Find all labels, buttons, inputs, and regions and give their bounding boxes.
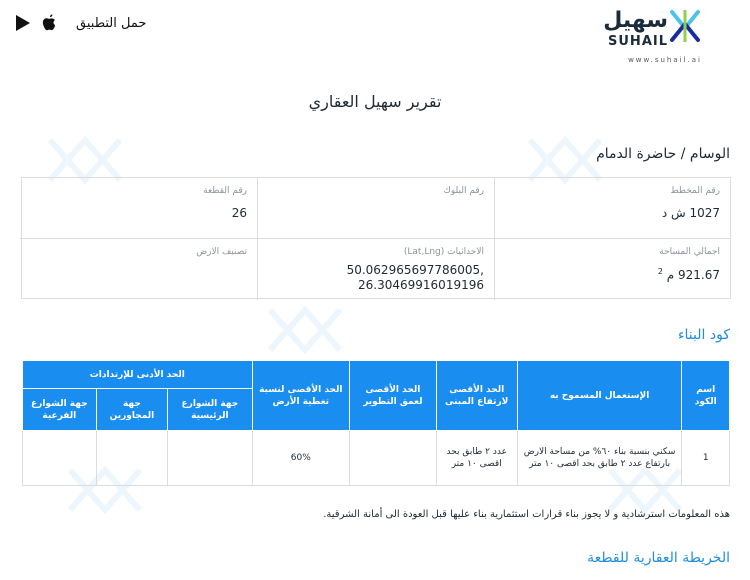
coordinates-value — [268, 263, 484, 293]
cell-max-height: عدد ٢ طابق بحد اقصى ١٠ متر — [436, 431, 517, 486]
header-setbacks: الحد الأدنى للإرتدادات — [23, 361, 253, 389]
plan-number-cell — [494, 178, 730, 239]
total-area-label: اجمالي المساحة — [659, 247, 720, 257]
download-app-label[interactable]: حمل التطبيق — [76, 15, 147, 31]
land-class-cell — [20, 239, 257, 300]
cell-max-coverage: 60% — [252, 431, 349, 486]
download-app[interactable] — [14, 14, 146, 32]
header-allowed-use: الإستعمال المسموح به — [517, 361, 682, 431]
logo-arabic-text: سهيل — [603, 8, 668, 33]
header-max-coverage: الحد الأقصى لنسبة تغطية الأرض — [252, 361, 349, 431]
header-neighbors: جهة المجاورين — [96, 389, 167, 431]
disclaimer-note: هذه المعلومات استرشادية و لا يجوز بناء قرارات استثمارية بناء عليها قبل العودة الى أمانة الشرقية. — [323, 509, 730, 520]
cell-max-depth — [350, 431, 437, 486]
cell-side-streets — [23, 431, 97, 486]
watermark-logo-icon — [260, 300, 350, 360]
table-row — [23, 431, 730, 486]
cell-code-name: 1 — [682, 431, 730, 486]
header-max-depth: الحد الأقصى لعمق التطوير — [350, 361, 437, 431]
header-main-streets: جهة الشوارع الرئيسية — [168, 389, 252, 431]
page-title: تقرير سهيل العقاري — [308, 92, 442, 111]
plot-number-cell — [20, 178, 257, 239]
land-class-label: تصنيف الارض — [196, 247, 247, 257]
suhail-star-icon — [668, 8, 702, 44]
logo-english-text: SUHAIL — [608, 34, 668, 49]
coordinates-label: الاحداثيات (Lat,Lng) — [403, 247, 484, 257]
building-code-table — [22, 360, 730, 486]
plot-info-grid — [21, 177, 731, 299]
cell-allowed-use: سكني بنسبة بناء ٦٠% من مساحة الارض بارتفاع عدد ٢ طابق بحد اقصى ١٠ متر — [517, 431, 682, 486]
cell-neighbors — [96, 431, 167, 486]
coordinates-lng: 26.30469916019196 — [358, 278, 484, 292]
header-max-height: الحد الأقصى لارتفاع المبنى — [436, 361, 517, 431]
coordinates-lat: 50.06296569778600‎5, — [346, 263, 484, 277]
cell-main-streets — [168, 431, 252, 486]
coordinates-cell — [257, 239, 494, 300]
building-code-title: كود البناء — [677, 327, 730, 343]
total-area-number: 921.67 م — [666, 268, 720, 282]
suhail-logo — [562, 6, 702, 66]
total-area-unit-sup: 2 — [657, 267, 663, 276]
plot-number-label: رقم القطعة — [203, 186, 247, 196]
total-area-value — [505, 267, 720, 282]
header-code-name: اسم الكود — [682, 361, 730, 431]
header — [0, 0, 750, 72]
plan-number-label: رقم المخطط — [670, 186, 720, 196]
header-side-streets: جهة الشوارع الفرعية — [23, 389, 97, 431]
block-number-cell — [257, 178, 494, 239]
block-number-label: رقم البلوك — [443, 186, 484, 196]
total-area-cell — [494, 239, 730, 300]
logo-url-text: www.suhail.ai — [628, 56, 702, 64]
area-title: الوسام / حاضرة الدمام — [596, 146, 730, 162]
map-title: الخريطة العقارية للقطعة — [587, 550, 730, 566]
plan-number-value: 1027 ش د — [661, 206, 720, 220]
google-play-icon[interactable] — [14, 14, 32, 32]
plot-number-value: 26 — [231, 206, 247, 220]
apple-icon[interactable] — [40, 14, 58, 32]
